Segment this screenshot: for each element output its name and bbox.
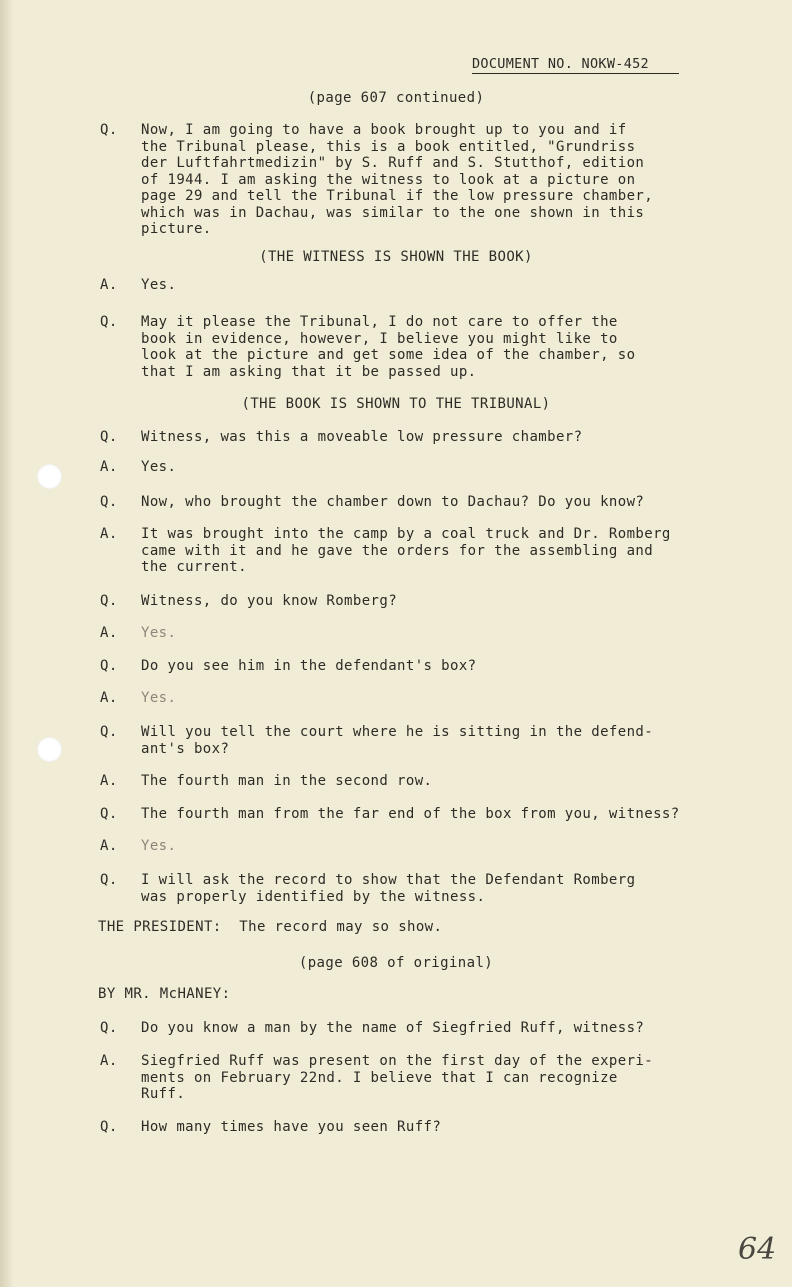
speaker-label: Q. (100, 658, 118, 674)
testimony-text: Yes. (141, 459, 177, 475)
testimony-text: Witness, do you know Romberg? (141, 593, 398, 609)
testimony-text: Yes. (141, 838, 177, 854)
testimony-text: Do you see him in the defendant's box? (141, 658, 477, 674)
speaker-label: A. (100, 526, 118, 542)
speaker-label: A. (100, 690, 118, 706)
speaker-label: THE PRESIDENT: (98, 919, 222, 935)
speaker-label: A. (100, 277, 118, 293)
page-edge-shadow (0, 0, 14, 1287)
stage-direction: (THE BOOK IS SHOWN TO THE TRIBUNAL) (241, 396, 551, 412)
president-line (98, 919, 442, 935)
speaker-label: Q. (100, 1020, 118, 1036)
testimony-text: I will ask the record to show that the Defendant Romberg was properly identified by the witness. (141, 872, 636, 905)
testimony-text: Now, I am going to have a book brought up to you and if the Tribunal please, this is a book entitled, "Grundriss der Luftfahrtmedizin" by S. Ruff and S. Stutthof, edition of 1944. I am asking the witness to look at a picture on page 29 and tell the Tribunal if the low pressure chamber, which was in Dachau, was similar to the one shown in this picture. (141, 122, 654, 237)
testimony-text: The fourth man from the far end of the box from you, witness? (141, 806, 680, 822)
page-original-note: (page 608 of original) (298, 955, 494, 971)
handwritten-page-number: 64 (738, 1232, 777, 1267)
punch-hole (37, 464, 62, 489)
speaker-label: Q. (100, 314, 118, 330)
testimony-text: The fourth man in the second row. (141, 773, 433, 789)
speaker-label: Q. (100, 872, 118, 888)
testimony-text: Do you know a man by the name of Siegfried Ruff, witness? (141, 1020, 645, 1036)
speaker-label: Q. (100, 494, 118, 510)
testimony-text: Witness, was this a moveable low pressure chamber? (141, 429, 583, 445)
testimony-text: How many times have you seen Ruff? (141, 1119, 442, 1135)
speaker-label: Q. (100, 724, 118, 740)
speaker-label: A. (100, 459, 118, 475)
speaker-label: A. (100, 773, 118, 789)
speaker-label: A. (100, 625, 118, 641)
speaker-label: Q. (100, 806, 118, 822)
testimony-text: The record may so show. (239, 919, 443, 935)
testimony-text: Yes. (141, 690, 177, 706)
testimony-text: Yes. (141, 625, 177, 641)
speaker-label: Q. (100, 429, 118, 445)
examiner-heading: BY MR. McHANEY: (98, 986, 231, 1002)
testimony-text: Will you tell the court where he is sitting in the defend- ant's box? (141, 724, 654, 757)
speaker-label: Q. (100, 122, 118, 138)
speaker-label: A. (100, 838, 118, 854)
page-continued-note: (page 607 continued) (307, 90, 485, 106)
testimony-text: May it please the Tribunal, I do not care to offer the book in evidence, however, I believe you might like to look at the picture and get some idea of the chamber, so that I am asking that it be passed up. (141, 314, 636, 380)
document-number: DOCUMENT NO. NOKW-452 (472, 56, 679, 74)
speaker-label: Q. (100, 593, 118, 609)
stage-direction: (THE WITNESS IS SHOWN THE BOOK) (259, 249, 533, 265)
speaker-label: A. (100, 1053, 118, 1069)
testimony-text: Now, who brought the chamber down to Dachau? Do you know? (141, 494, 645, 510)
testimony-text: It was brought into the camp by a coal truck and Dr. Romberg came with it and he gave the orders for the assembling and the current. (141, 526, 671, 575)
testimony-text: Siegfried Ruff was present on the first day of the experi- ments on February 22nd. I believe that I can recognize Ruff. (141, 1053, 654, 1102)
punch-hole (37, 737, 62, 762)
testimony-text: Yes. (141, 277, 177, 293)
speaker-label: Q. (100, 1119, 118, 1135)
